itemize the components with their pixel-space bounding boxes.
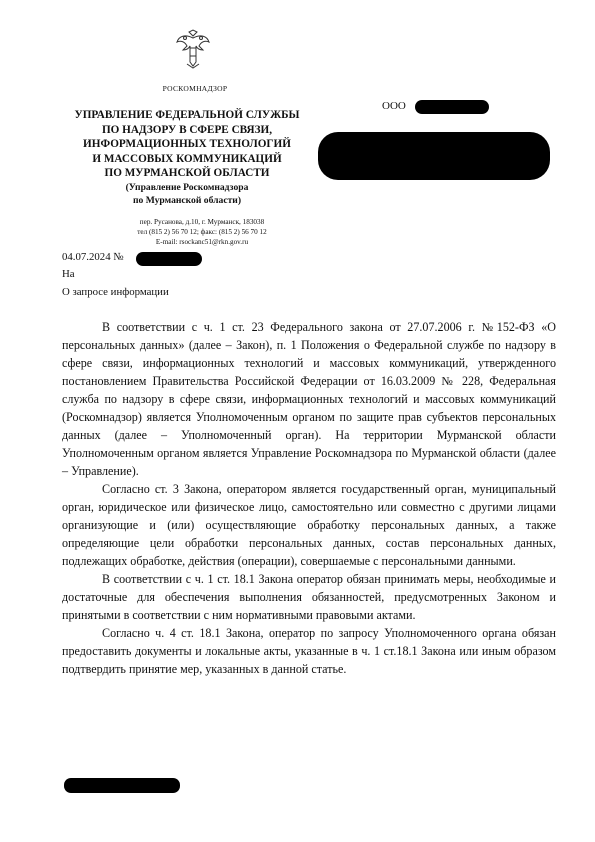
contact-email: E-mail: rsockanc51@rkn.gov.ru	[155, 238, 249, 246]
in-reply-to-label: На	[62, 268, 75, 280]
org-line: ПО НАДЗОРУ В СФЕРЕ СВЯЗИ,	[101, 123, 273, 136]
letter-date-number: 04.07.2024 №	[62, 251, 124, 263]
redacted-addressee-address	[318, 132, 550, 180]
body-paragraph: Согласно ч. 4 ст. 18.1 Закона, оператор по запросу Уполномоченного органа обязан предоставить документы и локальные акты, указанные в ч. 1 ст.18.1 Закона или иным образом подтвердить принятие мер, указанных в данной статье.	[62, 626, 556, 676]
letter-body	[62, 318, 556, 678]
org-line: УПРАВЛЕНИЕ ФЕДЕРАЛЬНОЙ СЛУЖБЫ	[74, 109, 300, 121]
organization-name	[52, 108, 322, 181]
contact-phone: тел (815 2) 56 70 12; факс: (815 2) 56 70 12	[137, 228, 267, 236]
organization-contacts	[102, 217, 302, 247]
body-paragraph: В соответствии с ч. 1 ст. 18.1 Закона оператор обязан принимать меры, необходимые и достаточные для обеспечения выполнения обязанностей, предусмотренных Законом и принятыми в соответствии с ним нормативными правовыми актами.	[62, 572, 556, 622]
redacted-signature	[64, 778, 180, 793]
org-line: ПО МУРМАНСКОЙ ОБЛАСТИ	[104, 167, 270, 180]
org-line: ИНФОРМАЦИОННЫХ ТЕХНОЛОГИЙ	[83, 138, 291, 151]
letter-subject: О запросе информации	[62, 286, 169, 298]
redacted-addressee-name	[415, 100, 489, 114]
body-paragraph: В соответствии с ч. 1 ст. 23 Федерального закона от 27.07.2006 г. №152-ФЗ «О персональных данных» (далее – Закон), п. 1 Положения о Федеральной службе по надзору в сфере связи, информационных технологий и массовых коммуникаций, утвержденного постановлением Правительства Российской Федерации от 16.03.2009 № 228, Федеральная служба по надзору в сфере связи, информационных технологий и массовых коммуникаций (Роскомнадзор) является Уполномоченным органом по защите прав субъектов персональных данных (далее – Уполномоченный орган). На территории Мурманской области Уполномоченным органом является Управление Роскомнадзора по Мурманской области (далее – Управление).	[62, 320, 556, 478]
contact-address: пер. Русанова, д.10, г. Мурманск, 183038	[139, 218, 265, 226]
agency-short-name: РОСКОМНАДЗОР	[162, 84, 228, 93]
org-sub-line: по Мурманской области)	[132, 194, 242, 206]
org-line: И МАССОВЫХ КОММУНИКАЦИЙ	[92, 152, 282, 165]
redacted-letter-number	[136, 252, 202, 266]
addressee-prefix: ООО	[382, 100, 406, 112]
coat-of-arms-emblem-icon	[173, 28, 213, 72]
organization-short-name	[52, 182, 322, 207]
org-sub-line: (Управление Роскомнадзора	[125, 182, 249, 193]
body-paragraph: Согласно ст. 3 Закона, оператором является государственный орган, муниципальный орган, юридическое или физическое лицо, самостоятельно или совместно с другими лицами организующие и (или) осуществляющие обработку персональных данных, а также определяющие цели обработки персональных данных, состав персональных данных, подлежащих обработке, действия (операции), совершаемые с персональными данными.	[62, 482, 556, 568]
